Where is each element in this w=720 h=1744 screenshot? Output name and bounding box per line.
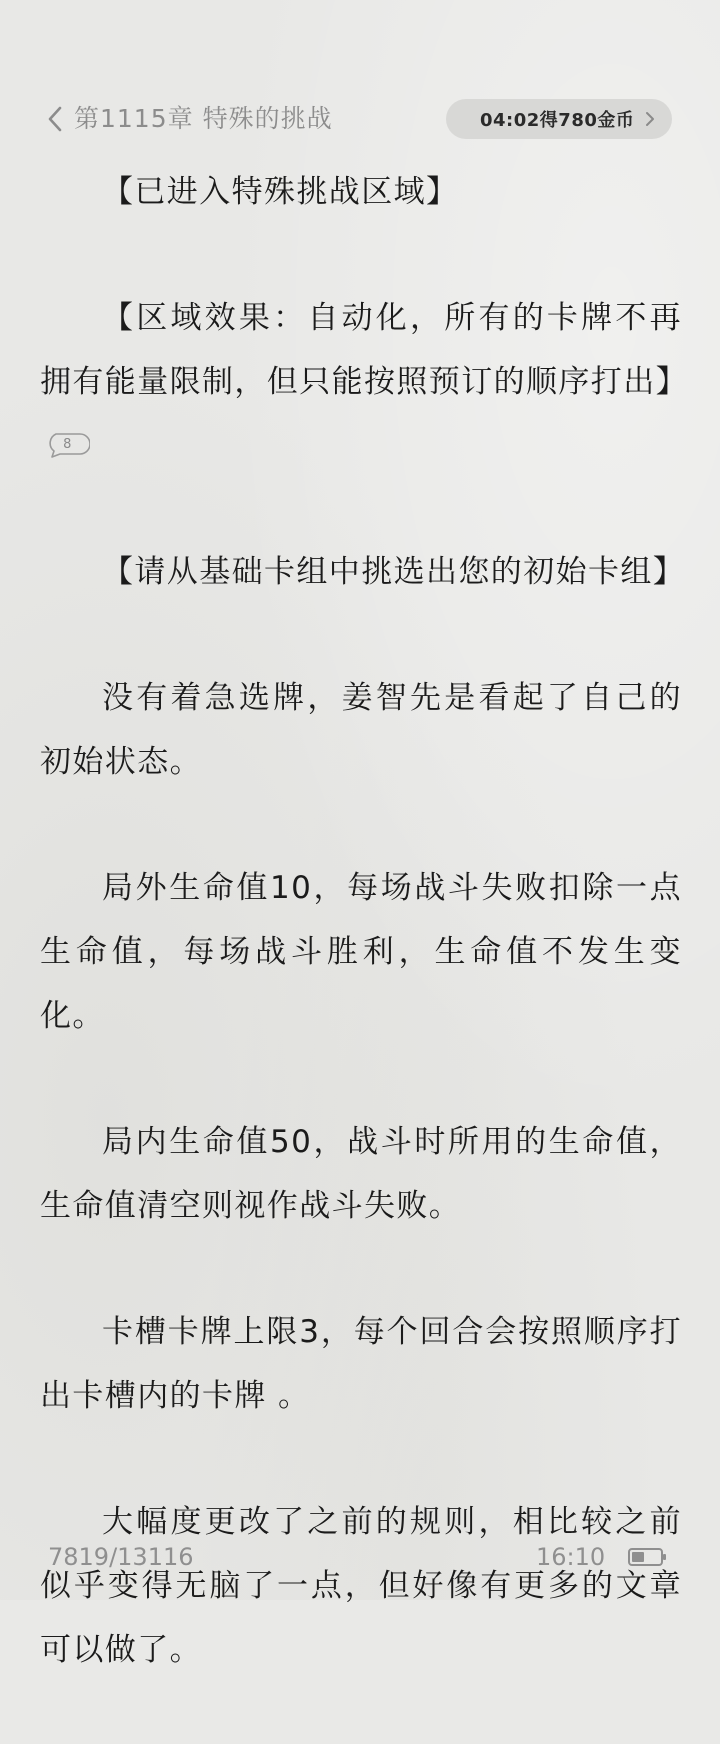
chapter-title: 第1115章 特殊的挑战 [74, 104, 333, 133]
coin-reward-button[interactable] [446, 99, 672, 139]
comment-count: 8 [63, 436, 73, 452]
paragraph: 没有着急选牌，姜智先是看起了自己的初始状态。 [40, 680, 682, 780]
reading-progress: 7819/13116 [48, 1543, 194, 1571]
battery-icon [628, 1548, 668, 1566]
paragraph: 【请从基础卡组中挑选出您的初始卡组】 [102, 554, 686, 590]
paragraph-text: 【区域效果：自动化，所有的卡牌不再拥有能量限制，但只能按照预订的顺序打出】 [40, 300, 688, 400]
back-button[interactable] [40, 102, 70, 136]
chevron-right-icon [642, 109, 658, 129]
paragraph: 卡槽卡牌上限3，每个回合会按照顺序打出卡槽内的卡牌 。 [40, 1314, 682, 1414]
paragraph: 大幅度更改了之前的规则，相比较之前似乎变得无脑了一点，但好像有更多的文章可以做了。 [40, 1504, 682, 1668]
paragraph: 局外生命值10，每场战斗失败扣除一点生命值，每场战斗胜利，生命值不发生变化。 [40, 870, 682, 1034]
clock-time: 16:10 [536, 1543, 606, 1571]
coin-reward-text: 04:02得780金币 [480, 110, 635, 131]
paragraph-comment-button[interactable] [46, 432, 90, 458]
paragraph: 【已进入特殊挑战区域】 [102, 174, 459, 210]
chapter-content [40, 160, 688, 1744]
paragraph: 局内生命值50，战斗时所用的生命值，生命值清空则视作战斗失败。 [40, 1124, 682, 1224]
paragraph [40, 286, 688, 478]
chevron-left-icon [47, 106, 63, 132]
reader-header [0, 0, 720, 160]
